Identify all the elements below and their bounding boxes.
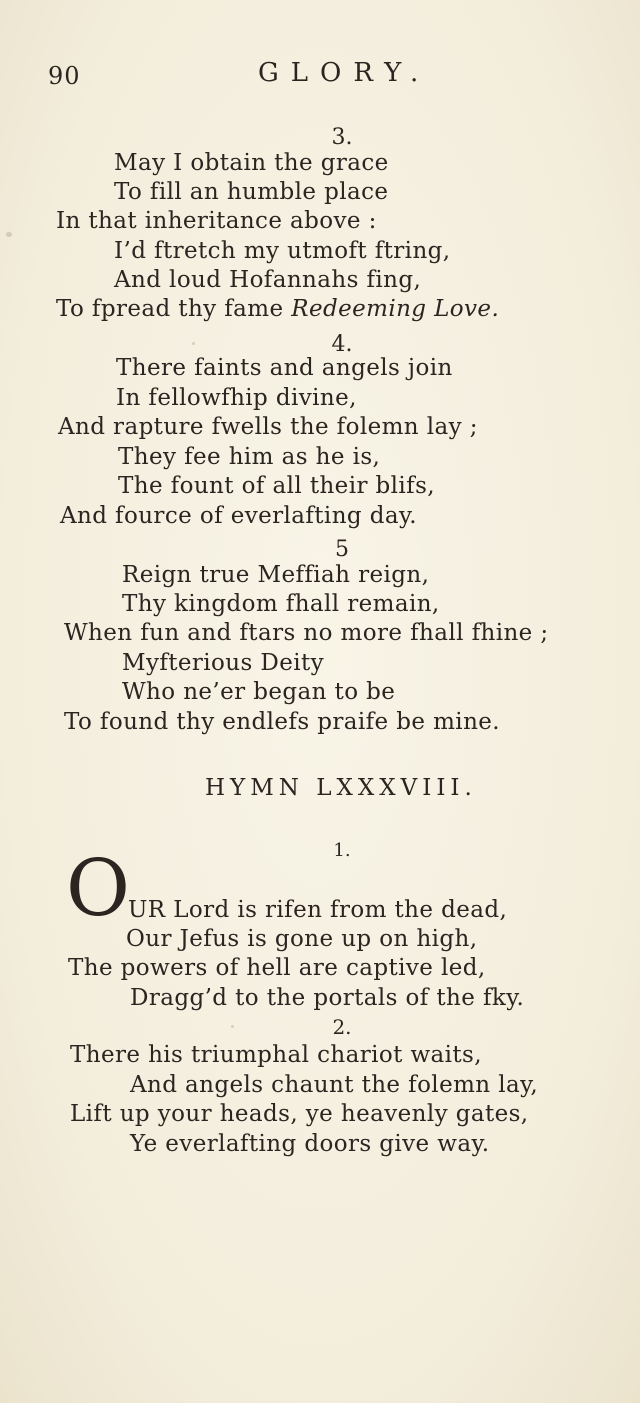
verse-line: Ye everlafting doors give way.: [130, 1131, 490, 1157]
drop-cap: O: [66, 844, 130, 934]
verse-line-with-italic: [56, 296, 499, 322]
verse-line: Dragg’d to the portals of the fky.: [130, 985, 525, 1011]
hymn-title: HYMN LXXXVIII.: [205, 775, 477, 801]
ink-spot: [6, 232, 12, 237]
italic-phrase: Redeeming Love.: [291, 296, 500, 322]
verse-line: To found thy endlefs praife be mine.: [64, 709, 501, 735]
verse-line: Lift up your heads, ye heavenly gates,: [70, 1101, 529, 1127]
verse-line: I’d ftretch my utmoft ftring,: [114, 238, 451, 264]
verse-number: 1.: [333, 840, 351, 861]
verse-number: 2.: [332, 1015, 352, 1039]
ink-spot: [192, 342, 195, 345]
ink-spot: [231, 1025, 234, 1028]
verse-line: And fource of everlafting day.: [60, 503, 418, 529]
stanza-number: 4.: [331, 332, 353, 357]
verse-line: They fee him as he is,: [118, 444, 381, 470]
verse-line: The powers of hell are captive led,: [68, 955, 486, 981]
verse-line: May I obtain the grace: [114, 150, 389, 176]
verse-line: In fellowfhip divine,: [116, 385, 357, 411]
verse-line: Myfterious Deity: [122, 650, 325, 676]
verse-line: Thy kingdom fhall remain,: [122, 591, 440, 617]
verse-line: Our Jefus is gone up on high,: [126, 926, 478, 952]
verse-line: When fun and ftars no more fhall fhine ;: [64, 620, 549, 646]
verse-line: The fount of all their blifs,: [118, 473, 436, 499]
verse-line: And loud Hofannahs fing,: [114, 267, 422, 293]
verse-line: There faints and angels join: [116, 355, 453, 381]
verse-line: There his triumphal chariot waits,: [70, 1042, 482, 1068]
stanza-number: 3.: [331, 125, 353, 150]
stanza-number: 5: [335, 537, 349, 562]
page-number: 90: [48, 62, 81, 90]
verse-line: And angels chaunt the folemn lay,: [130, 1072, 539, 1098]
verse-line: UR Lord is rifen from the dead,: [128, 897, 508, 923]
running-head: GLORY.: [258, 58, 431, 88]
verse-line-text: To fpread thy fame: [56, 296, 284, 322]
verse-line: And rapture fwells the folemn lay ;: [58, 414, 478, 440]
verse-line: To fill an humble place: [114, 179, 389, 205]
verse-line: In that inheritance above :: [56, 208, 377, 234]
verse-line: Reign true Meffiah reign,: [122, 562, 430, 588]
verse-line: Who ne’er began to be: [122, 679, 396, 705]
